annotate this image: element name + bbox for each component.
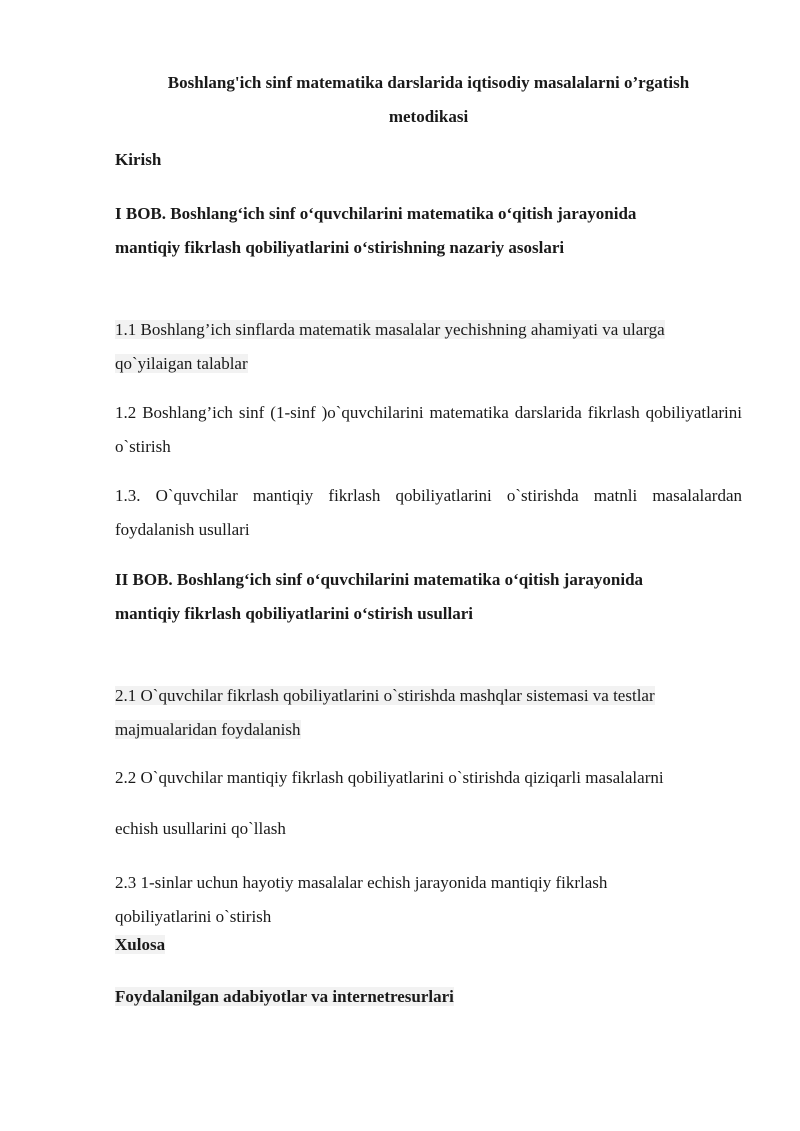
chapter1-heading	[115, 197, 742, 265]
references-heading-text: Foydalanilgan adabiyotlar va internetresurlari	[115, 987, 454, 1006]
conclusion-heading-text: Xulosa	[115, 935, 166, 954]
section-2-2-line2: echish usullarini qo`llash	[115, 819, 286, 838]
section-2-3	[115, 866, 742, 934]
conclusion-heading	[115, 935, 742, 955]
chapter1-heading-line2: mantiqiy fikrlash qobiliyatlarini o‘stirishning nazariy asoslari	[115, 238, 565, 257]
document-title-line1: Boshlang'ich sinf matematika darslarida iqtisodiy masalalarni o’rgatish	[167, 73, 690, 92]
document-title	[115, 66, 742, 134]
section-1-1-line2: qo`yilaigan talablar	[115, 354, 248, 373]
section-2-2-line1: 2.2 O`quvchilar mantiqiy fikrlash qobiliyatlarini o`stirishda qiziqarli masalalarni	[115, 768, 664, 787]
section-2-1	[115, 679, 742, 747]
intro-heading: Kirish	[115, 150, 162, 169]
chapter2-heading-line2: mantiqiy fikrlash qobiliyatlarini o‘stirish usullari	[115, 604, 474, 623]
section-2-1-line2: majmualaridan foydalanish	[115, 720, 301, 739]
document-title-line2: metodikasi	[388, 107, 469, 126]
chapter2-heading	[115, 563, 742, 631]
chapter2-heading-line1: II BOB. Boshlang‘ich sinf o‘quvchilarini matematika o‘qitish jarayonida	[115, 570, 644, 589]
section-2-3-line2: qobiliyatlarini o`stirish	[115, 907, 272, 926]
section-2-1-line1: 2.1 O`quvchilar fikrlash qobiliyatlarini o`stirishda mashqlar sistemasi va testlar	[115, 686, 655, 705]
references-heading	[115, 987, 742, 1007]
section-1-3: 1.3. O`quvchilar mantiqiy fikrlash qobiliyatlarini o`stirishda matnli masalalardan foydalanish usullari	[115, 486, 742, 539]
section-1-1-line1: 1.1 Boshlang’ich sinflarda matematik masalalar yechishning ahamiyati va ularga	[115, 320, 665, 339]
section-2-3-line1: 2.3 1-sinlar uchun hayotiy masalalar echish jarayonida mantiqiy fikrlash	[115, 873, 608, 892]
section-1-2: 1.2 Boshlang’ich sinf (1-sinf )o`quvchilarini matematika darslarida fikrlash qobiliyatlarini o`stirish	[115, 403, 742, 456]
section-1-1	[115, 313, 742, 381]
chapter1-heading-line1: I BOB. Boshlang‘ich sinf o‘quvchilarini matematika o‘qitish jarayonida	[115, 204, 637, 223]
